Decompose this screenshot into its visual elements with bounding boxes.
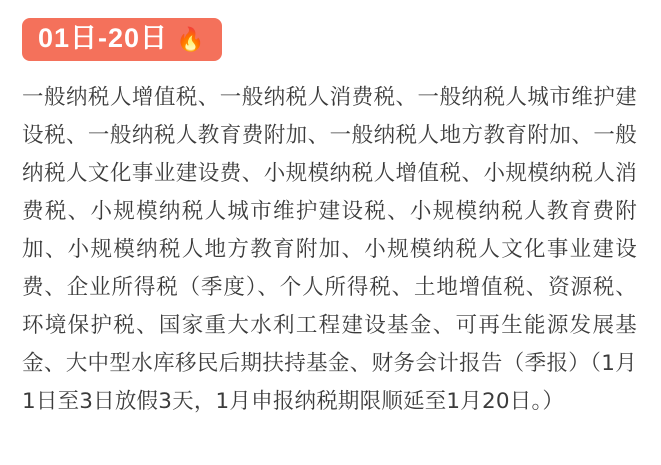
fire-icon: 🔥 — [176, 26, 206, 52]
tax-deadline-paragraph: 一般纳税人增值税、一般纳税人消费税、一般纳税人城市维护建设税、一般纳税人教育费附加、一般纳税人地方教育附加、一般纳税人文化事业建设费、小规模纳税人增值税、小规模纳税人消费税、小规模纳税人城市维护建设税、小规模纳税人教育费附加、小规模纳税人地方教育附加、小规模纳税人文化事业建设费、企业所得税（季度）、个人所得税、土地增值税、资源税、环境保护税、国家重大水利工程建设基金、可再生能源发展基金、大中型水库移民后期扶持基金、财务会计报告（季报）（1月1日至3日放假3天，1月申报纳税期限顺延至1月20日。） — [22, 85, 637, 414]
date-range-badge — [22, 18, 222, 61]
date-range-header — [22, 18, 639, 61]
date-range-label: 01日-20日 — [38, 23, 169, 53]
